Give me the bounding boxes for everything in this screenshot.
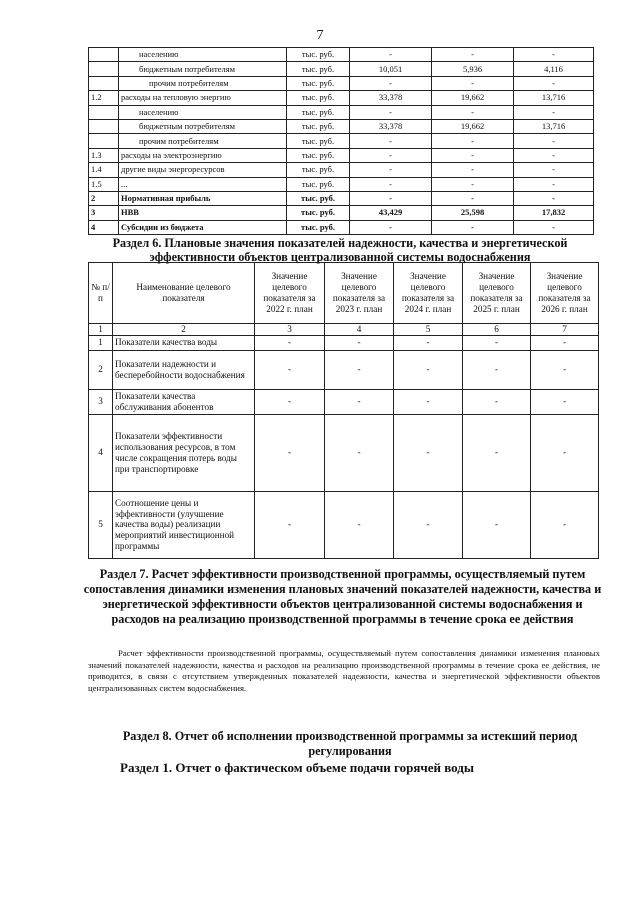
row-unit: тыс. руб. <box>287 191 350 205</box>
row-value-2024: - <box>514 148 594 162</box>
row-unit: тыс. руб. <box>287 206 350 220</box>
indicator-name: Соотношение цены и эффективности (улучшение качества воды) реализации мероприятий инвестиционной программы <box>113 491 255 558</box>
row-name: ... <box>119 177 287 191</box>
row-value-2023: - <box>432 220 514 234</box>
indicator-value: - <box>325 414 394 491</box>
row-value-2024: - <box>514 134 594 148</box>
row-value-2022: - <box>350 76 432 90</box>
table-row <box>89 177 594 191</box>
section-7-title: Раздел 7. Расчет эффективности производственной программы, осуществляемый путем сопоставления динамики изменения плановых значений показателей надежности, качества и энергетической эффективности объектов централизованной системы водоснабжения и расходов на реализацию производственной программы в течение срока ее действия <box>83 567 602 626</box>
row-unit: тыс. руб. <box>287 134 350 148</box>
row-unit: тыс. руб. <box>287 163 350 177</box>
row-value-2023: - <box>432 191 514 205</box>
row-value-2022: 43,429 <box>350 206 432 220</box>
row-value-2024: - <box>514 163 594 177</box>
indicator-number: 3 <box>89 389 113 414</box>
indicator-value: - <box>531 335 599 350</box>
row-value-2024: 13,716 <box>514 119 594 133</box>
row-number: 1.4 <box>89 163 119 177</box>
indicator-number: 2 <box>89 350 113 389</box>
row-name: другие виды энергоресурсов <box>119 163 287 177</box>
row-value-2022: 33,378 <box>350 119 432 133</box>
row-value-2023: 19,662 <box>432 119 514 133</box>
row-number <box>89 105 119 119</box>
table-row <box>89 119 594 133</box>
row-value-2022: - <box>350 134 432 148</box>
row-value-2024: - <box>514 220 594 234</box>
row-value-2023: - <box>432 134 514 148</box>
row-name: прочим потребителям <box>119 76 287 90</box>
row-value-2024: - <box>514 105 594 119</box>
row-unit: тыс. руб. <box>287 91 350 105</box>
indicator-value: - <box>394 491 463 558</box>
indicator-value: - <box>463 350 531 389</box>
col-number: 7 <box>531 324 599 336</box>
indicator-value: - <box>394 389 463 414</box>
indicator-value: - <box>255 491 325 558</box>
row-unit: тыс. руб. <box>287 148 350 162</box>
row-value-2023: - <box>432 48 514 62</box>
indicator-value: - <box>463 335 531 350</box>
row-number <box>89 134 119 148</box>
table-row <box>89 105 594 119</box>
row-unit: тыс. руб. <box>287 48 350 62</box>
row-value-2022: - <box>350 163 432 177</box>
row-number: 3 <box>89 206 119 220</box>
header-2026: Значение целевого показателя за 2026 г. план <box>531 263 599 324</box>
row-value-2022: - <box>350 148 432 162</box>
table-row <box>89 206 594 220</box>
indicator-value: - <box>394 414 463 491</box>
row-unit: тыс. руб. <box>287 220 350 234</box>
indicator-number: 4 <box>89 414 113 491</box>
row-value-2022: 33,378 <box>350 91 432 105</box>
row-value-2022: - <box>350 177 432 191</box>
row-unit: тыс. руб. <box>287 76 350 90</box>
section-7-text: Расчет эффективности производственной программы, осуществляемый путем сопоставления динамики изменения плановых значений показателей надежности, качества и расходов на реализацию производственной программы в течение срока ее действия, не приводится, в связи с отсутствием утвержденных показателей надежности, качества и энергетической эффективности объектов централизованных систем водоснабжения. <box>88 648 600 693</box>
table-row <box>89 134 594 148</box>
page-number: 7 <box>316 28 324 43</box>
row-value-2022: - <box>350 191 432 205</box>
table-row <box>89 414 599 491</box>
row-value-2024: - <box>514 177 594 191</box>
row-value-2022: 10,051 <box>350 62 432 76</box>
section-1-title: Раздел 1. Отчет о фактическом объеме подачи горячей воды <box>120 760 474 775</box>
row-number: 1.3 <box>89 148 119 162</box>
row-value-2024: - <box>514 76 594 90</box>
indicator-name: Показатели качества воды <box>113 335 255 350</box>
table-row <box>89 62 594 76</box>
table-row <box>89 389 599 414</box>
table-row <box>89 91 594 105</box>
row-name: бюджетным потребителям <box>119 62 287 76</box>
row-name: расходы на электроэнергию <box>119 148 287 162</box>
indicator-value: - <box>255 389 325 414</box>
row-number: 4 <box>89 220 119 234</box>
row-name: Субсидии из бюджета <box>119 220 287 234</box>
table-row <box>89 76 594 90</box>
indicator-number: 1 <box>89 335 113 350</box>
row-name: расходы на тепловую энергию <box>119 91 287 105</box>
row-value-2024: 13,716 <box>514 91 594 105</box>
indicators-table <box>88 262 599 559</box>
row-value-2023: - <box>432 177 514 191</box>
table-row <box>89 48 594 62</box>
row-unit: тыс. руб. <box>287 119 350 133</box>
row-name: прочим потребителям <box>119 134 287 148</box>
row-value-2022: - <box>350 220 432 234</box>
table-row <box>89 335 599 350</box>
indicator-name: Показатели эффективности использования ресурсов, в том числе сокращения потерь воды при транспортировке <box>113 414 255 491</box>
col-number: 2 <box>113 324 255 336</box>
table-row <box>89 163 594 177</box>
row-number <box>89 76 119 90</box>
indicator-value: - <box>394 335 463 350</box>
header-2025: Значение целевого показателя за 2025 г. план <box>463 263 531 324</box>
row-value-2022: - <box>350 48 432 62</box>
col-number: 6 <box>463 324 531 336</box>
col-number: 1 <box>89 324 113 336</box>
header-2024: Значение целевого показателя за 2024 г. план <box>394 263 463 324</box>
row-name: бюджетным потребителям <box>119 119 287 133</box>
row-unit: тыс. руб. <box>287 177 350 191</box>
row-name: НВВ <box>119 206 287 220</box>
section-8-title: Раздел 8. Отчет об исполнении производственной программы за истекший период регулирования <box>122 729 578 758</box>
row-value-2024: 17,832 <box>514 206 594 220</box>
table-row <box>89 491 599 558</box>
indicator-value: - <box>463 491 531 558</box>
header-name: Наименование целевого показателя <box>113 263 255 324</box>
table-header-row <box>89 263 599 324</box>
header-2022: Значение целевого показателя за 2022 г. план <box>255 263 325 324</box>
indicator-value: - <box>255 414 325 491</box>
col-number: 4 <box>325 324 394 336</box>
indicator-value: - <box>394 350 463 389</box>
row-value-2023: - <box>432 105 514 119</box>
indicator-value: - <box>463 389 531 414</box>
row-unit: тыс. руб. <box>287 62 350 76</box>
row-value-2023: - <box>432 76 514 90</box>
row-value-2024: 4,116 <box>514 62 594 76</box>
table-row <box>89 191 594 205</box>
indicator-value: - <box>463 414 531 491</box>
table-row <box>89 350 599 389</box>
row-value-2022: - <box>350 105 432 119</box>
col-number: 3 <box>255 324 325 336</box>
row-value-2023: - <box>432 163 514 177</box>
indicator-value: - <box>325 491 394 558</box>
indicator-value: - <box>255 350 325 389</box>
row-value-2023: 5,936 <box>432 62 514 76</box>
indicator-value: - <box>325 389 394 414</box>
indicator-name: Показатели качества обслуживания абонентов <box>113 389 255 414</box>
row-number <box>89 48 119 62</box>
indicator-value: - <box>531 491 599 558</box>
indicator-value: - <box>531 389 599 414</box>
indicator-value: - <box>531 414 599 491</box>
row-value-2023: 25,598 <box>432 206 514 220</box>
header-num: № п/п <box>89 263 113 324</box>
table-row <box>89 220 594 234</box>
row-number: 2 <box>89 191 119 205</box>
row-number: 1.2 <box>89 91 119 105</box>
row-number <box>89 62 119 76</box>
indicator-number: 5 <box>89 491 113 558</box>
col-number: 5 <box>394 324 463 336</box>
financial-table <box>88 47 594 235</box>
indicator-name: Показатели надежности и бесперебойности водоснабжения <box>113 350 255 389</box>
row-value-2023: - <box>432 148 514 162</box>
indicator-value: - <box>255 335 325 350</box>
row-unit: тыс. руб. <box>287 105 350 119</box>
row-name: населению <box>119 48 287 62</box>
row-number <box>89 119 119 133</box>
row-value-2023: 19,662 <box>432 91 514 105</box>
column-numbers-row <box>89 324 599 336</box>
row-value-2024: - <box>514 48 594 62</box>
header-2023: Значение целевого показателя за 2023 г. план <box>325 263 394 324</box>
indicator-value: - <box>325 350 394 389</box>
section-6-title: Раздел 6. Плановые значения показателей надежности, качества и энергетической эффективности объектов централизованной системы водоснабжения <box>112 236 568 264</box>
indicator-value: - <box>531 350 599 389</box>
row-name: населению <box>119 105 287 119</box>
indicator-value: - <box>325 335 394 350</box>
row-number: 1.5 <box>89 177 119 191</box>
table-row <box>89 148 594 162</box>
row-value-2024: - <box>514 191 594 205</box>
row-name: Нормативная прибыль <box>119 191 287 205</box>
